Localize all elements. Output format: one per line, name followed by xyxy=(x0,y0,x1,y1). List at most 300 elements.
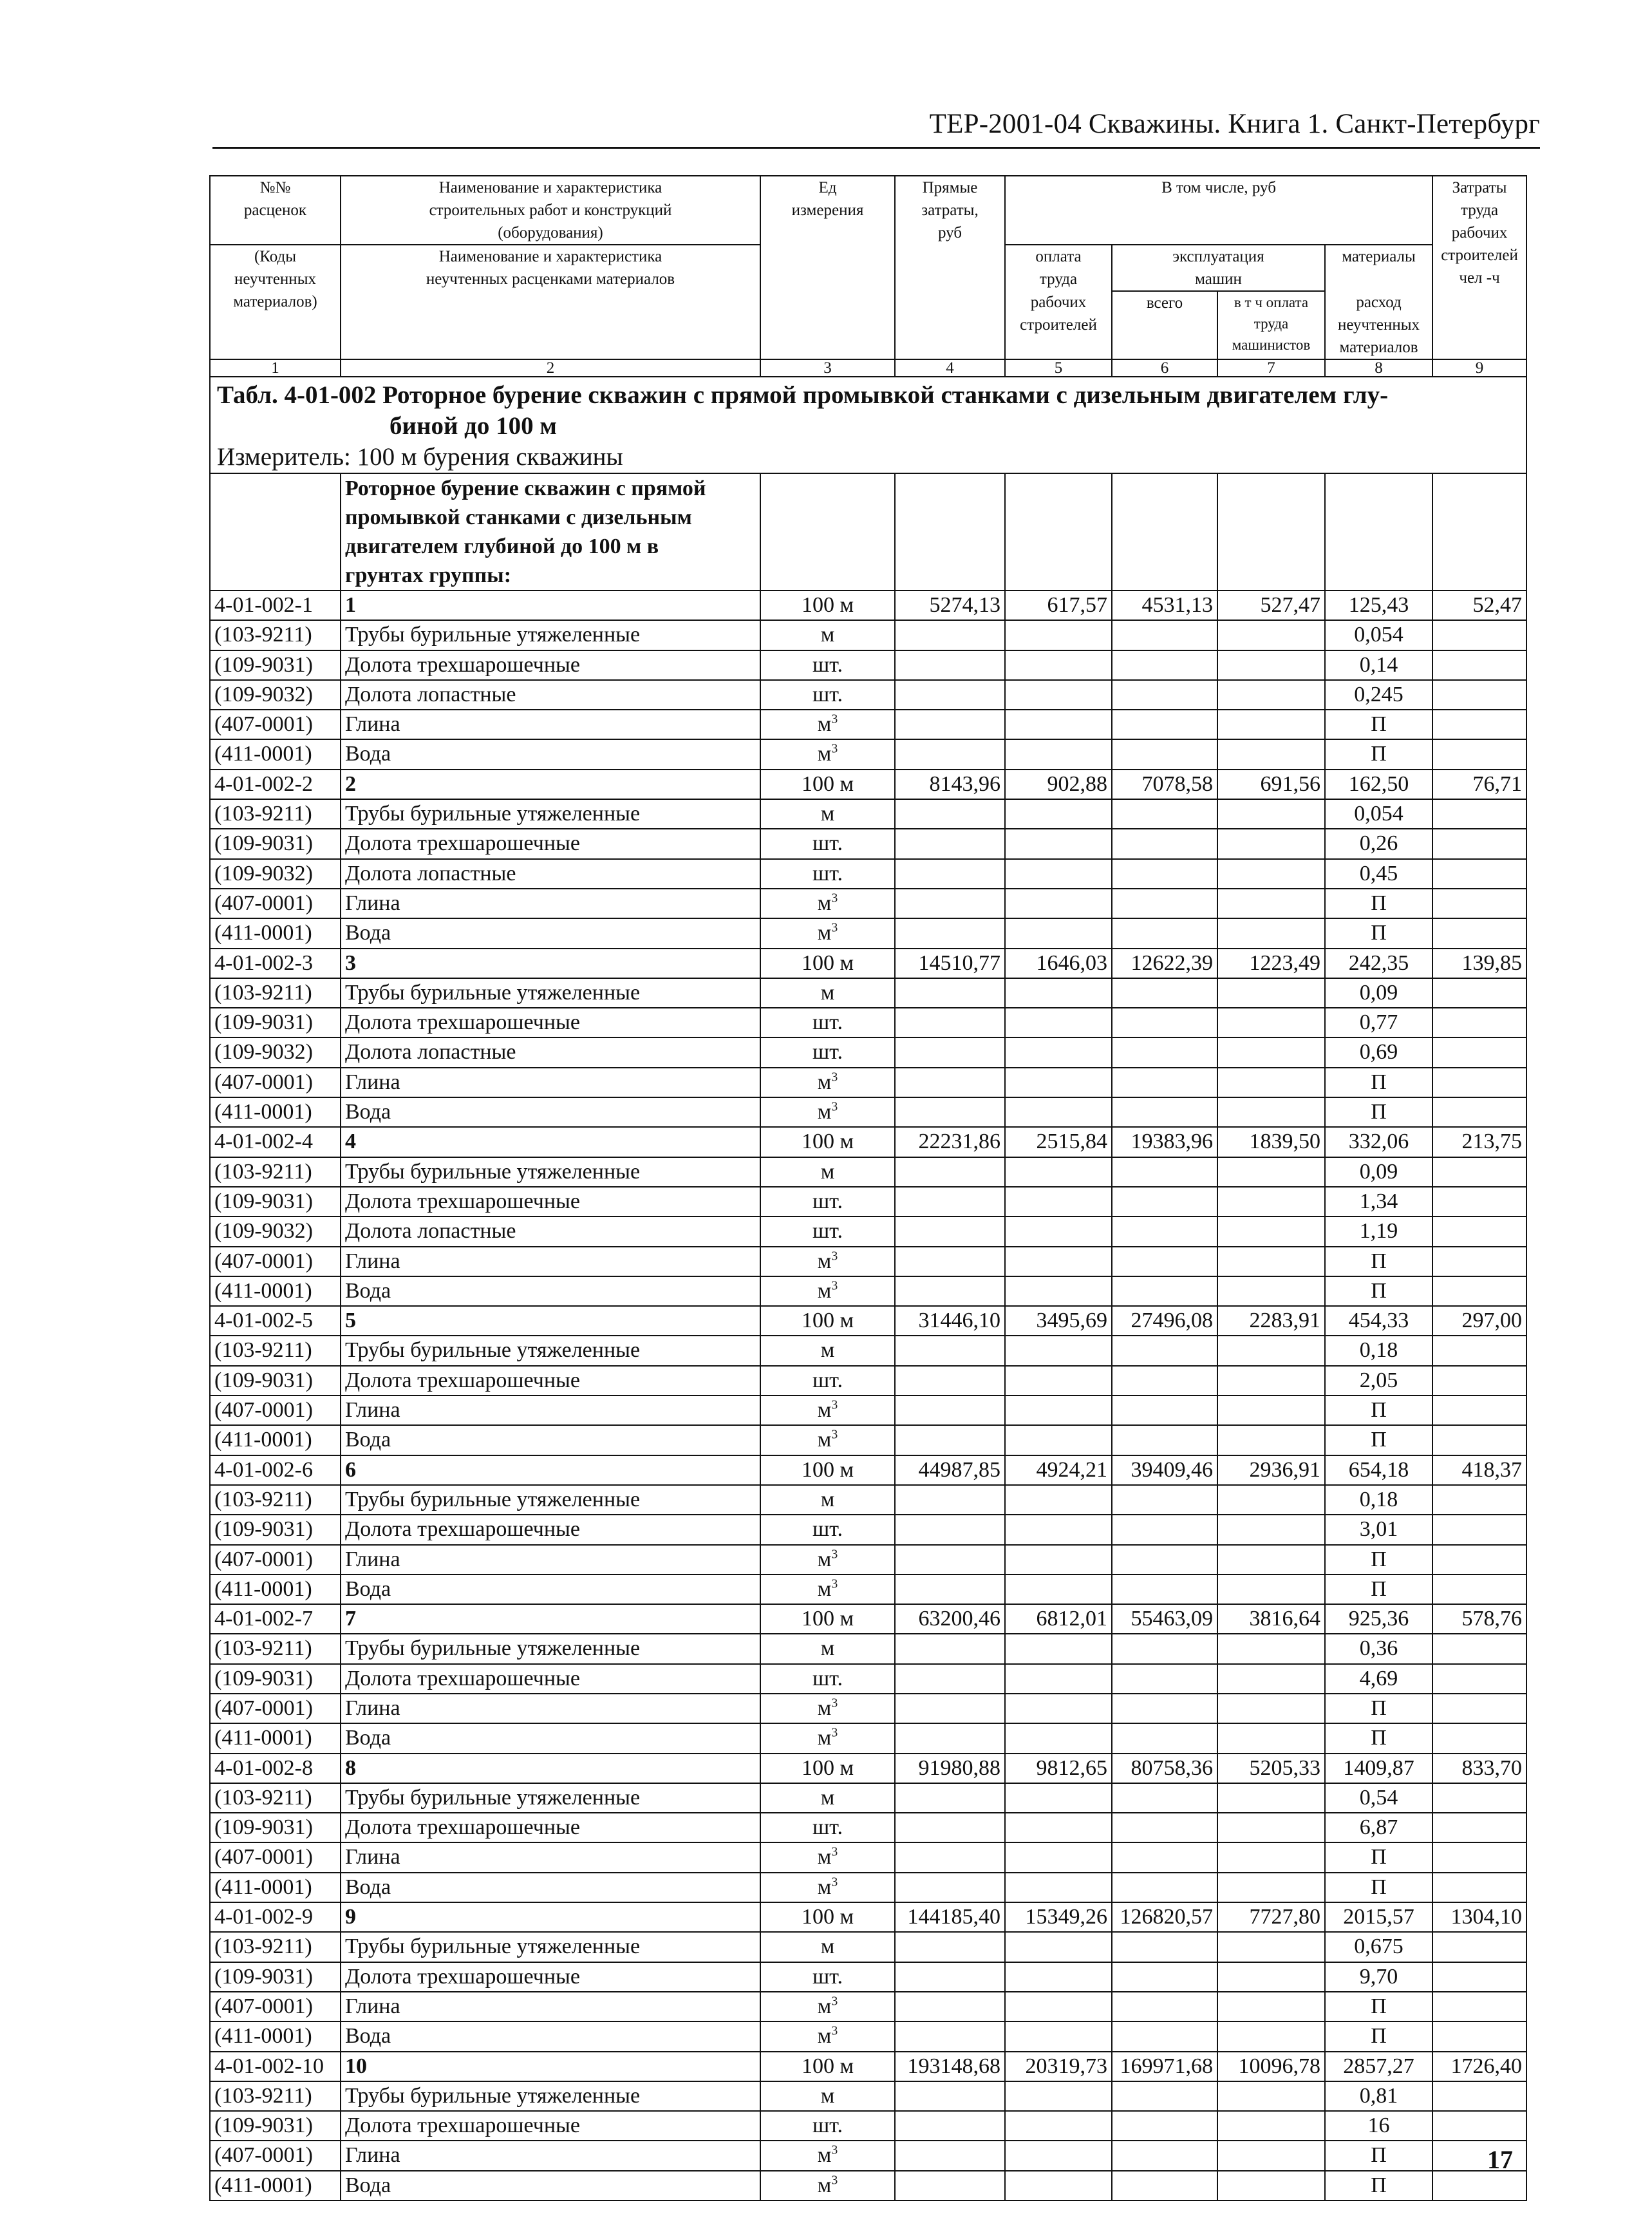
material-quantity: П xyxy=(1325,1575,1432,1604)
material-unit-cell xyxy=(760,978,895,1008)
empty-cell xyxy=(1005,918,1112,948)
material-name: Глина xyxy=(341,2141,760,2170)
empty-cell xyxy=(1432,1813,1526,1842)
empty-cell xyxy=(1112,2141,1217,2170)
material-code: (103-9211) xyxy=(210,1932,341,1962)
empty-cell xyxy=(1217,1873,1325,1902)
rate-code: 4-01-002-3 xyxy=(210,949,341,978)
labor-cost: 2515,84 xyxy=(1005,1127,1112,1157)
material-quantity: П xyxy=(1325,1276,1432,1306)
material-unit: м xyxy=(817,1547,832,1571)
empty-cell xyxy=(1112,799,1217,829)
empty-cell xyxy=(1217,2021,1325,2051)
empty-cell xyxy=(1005,1008,1112,1037)
empty-cell xyxy=(1217,1842,1325,1872)
empty-cell xyxy=(1217,1813,1325,1842)
empty-cell xyxy=(1217,680,1325,710)
direct-cost: 22231,86 xyxy=(895,1127,1005,1157)
empty-cell xyxy=(1112,473,1217,591)
material-quantity: 0,36 xyxy=(1325,1634,1432,1663)
material-unit: м xyxy=(820,1935,835,1959)
empty-cell xyxy=(1005,620,1112,650)
empty-cell xyxy=(895,1068,1005,1097)
empty-cell xyxy=(1432,978,1526,1008)
measure-unit: Измеритель: 100 м бурения скважины xyxy=(217,443,623,471)
material-name: Трубы бурильные утяжеленные xyxy=(341,1634,760,1663)
materials-cost: 2857,27 xyxy=(1325,2052,1432,2081)
material-quantity: 3,01 xyxy=(1325,1515,1432,1544)
material-row xyxy=(210,2111,1526,2141)
empty-cell xyxy=(1112,710,1217,739)
empty-cell xyxy=(1217,739,1325,769)
material-row xyxy=(210,1247,1526,1276)
material-code: (411-0001) xyxy=(210,1276,341,1306)
rate-code: 4-01-002-2 xyxy=(210,770,341,799)
machine-cost: 80758,36 xyxy=(1112,1754,1217,1783)
material-quantity: П xyxy=(1325,1068,1432,1097)
empty-cell xyxy=(1005,1545,1112,1575)
empty-cell xyxy=(1112,1723,1217,1753)
empty-cell xyxy=(1432,1336,1526,1365)
material-code: (109-9031) xyxy=(210,1187,341,1216)
col-header-machines-total: всего xyxy=(1112,291,1217,359)
labor-cost: 3495,69 xyxy=(1005,1306,1112,1336)
empty-cell xyxy=(1005,1366,1112,1396)
material-quantity: 0,675 xyxy=(1325,1932,1432,1962)
empty-cell xyxy=(1005,1694,1112,1723)
empty-cell xyxy=(895,620,1005,650)
empty-cell xyxy=(895,1515,1005,1544)
col-header-materials-sub: расход неучтенных материалов xyxy=(1325,291,1432,359)
empty-cell xyxy=(895,829,1005,858)
empty-cell xyxy=(1005,1425,1112,1455)
empty-cell xyxy=(1217,1216,1325,1246)
material-quantity: 0,69 xyxy=(1325,1037,1432,1067)
col-header-direct: Прямые затраты, руб xyxy=(895,176,1005,359)
empty-cell xyxy=(1432,918,1526,948)
col-header-material-name: Наименование и характеристика неучтенных расценками материалов xyxy=(341,245,760,359)
material-row xyxy=(210,1187,1526,1216)
material-code: (407-0001) xyxy=(210,1992,341,2021)
labor-hours: 833,70 xyxy=(1432,1754,1526,1783)
labor-cost: 902,88 xyxy=(1005,770,1112,799)
material-row xyxy=(210,978,1526,1008)
material-quantity: 0,54 xyxy=(1325,1783,1432,1813)
material-unit-cell xyxy=(760,1575,895,1604)
material-quantity: 16 xyxy=(1325,2111,1432,2141)
empty-cell xyxy=(895,1037,1005,1067)
material-unit: м xyxy=(817,1994,832,2018)
rate-group-number: 5 xyxy=(341,1306,760,1336)
empty-cell xyxy=(1432,1157,1526,1187)
col-number: 4 xyxy=(895,359,1005,377)
rate-unit: 100 м xyxy=(760,1127,895,1157)
empty-cell xyxy=(895,1992,1005,2021)
material-quantity: 1,19 xyxy=(1325,1216,1432,1246)
material-unit-cell xyxy=(760,1842,895,1872)
material-unit: шт. xyxy=(812,1964,843,1989)
empty-cell xyxy=(1112,1187,1217,1216)
material-name: Долота трехшарошечные xyxy=(341,1813,760,1842)
material-unit-cell xyxy=(760,1157,895,1187)
empty-cell xyxy=(1432,889,1526,918)
material-row xyxy=(210,2081,1526,2111)
empty-cell xyxy=(1112,1575,1217,1604)
empty-cell xyxy=(1005,1247,1112,1276)
material-unit: м xyxy=(817,1726,832,1750)
empty-cell xyxy=(1432,1485,1526,1515)
material-name: Трубы бурильные утяжеленные xyxy=(341,1783,760,1813)
material-quantity: 0,09 xyxy=(1325,1157,1432,1187)
labor-hours: 52,47 xyxy=(1432,591,1526,620)
empty-cell xyxy=(1112,1783,1217,1813)
empty-cell xyxy=(1005,710,1112,739)
empty-cell xyxy=(1217,1068,1325,1097)
material-unit-cell xyxy=(760,1545,895,1575)
labor-cost: 1646,03 xyxy=(1005,949,1112,978)
material-row xyxy=(210,1842,1526,1872)
rate-unit: 100 м xyxy=(760,949,895,978)
empty-cell xyxy=(1432,1216,1526,1246)
rate-code: 4-01-002-5 xyxy=(210,1306,341,1336)
material-name: Долота трехшарошечные xyxy=(341,1962,760,1992)
material-quantity: П xyxy=(1325,1723,1432,1753)
material-unit: м xyxy=(820,980,835,1005)
empty-cell xyxy=(1217,1515,1325,1544)
cubic-superscript: 3 xyxy=(831,712,838,726)
cubic-superscript: 3 xyxy=(831,1427,838,1442)
empty-cell xyxy=(1217,1664,1325,1694)
material-unit: м xyxy=(817,1875,832,1899)
rate-code: 4-01-002-8 xyxy=(210,1754,341,1783)
empty-cell xyxy=(1217,859,1325,889)
material-unit: м xyxy=(817,891,832,915)
material-code: (109-9032) xyxy=(210,859,341,889)
rate-code: 4-01-002-7 xyxy=(210,1604,341,1634)
cubic-superscript: 3 xyxy=(831,1725,838,1740)
rate-row xyxy=(210,1902,1526,1932)
material-row xyxy=(210,2141,1526,2170)
material-row xyxy=(210,1664,1526,1694)
material-name: Глина xyxy=(341,1396,760,1425)
rate-row xyxy=(210,770,1526,799)
material-row xyxy=(210,1545,1526,1575)
material-quantity: 6,87 xyxy=(1325,1813,1432,1842)
col-number: 6 xyxy=(1112,359,1217,377)
material-quantity: 0,18 xyxy=(1325,1485,1432,1515)
material-row xyxy=(210,650,1526,680)
machine-labor-cost: 527,47 xyxy=(1217,591,1325,620)
empty-cell xyxy=(1217,1634,1325,1663)
empty-cell xyxy=(1112,978,1217,1008)
empty-cell xyxy=(895,739,1005,769)
empty-cell xyxy=(1112,1664,1217,1694)
material-quantity: П xyxy=(1325,1396,1432,1425)
empty-cell xyxy=(1005,1992,1112,2021)
empty-cell xyxy=(1432,620,1526,650)
material-unit-cell xyxy=(760,1783,895,1813)
machine-labor-cost: 1223,49 xyxy=(1217,949,1325,978)
material-quantity: 0,054 xyxy=(1325,620,1432,650)
material-unit: шт. xyxy=(812,1219,843,1244)
labor-hours: 418,37 xyxy=(1432,1455,1526,1485)
material-row xyxy=(210,1336,1526,1365)
empty-cell xyxy=(1005,2111,1112,2141)
material-unit: м xyxy=(817,1070,832,1094)
material-unit: шт. xyxy=(812,1815,843,1840)
empty-cell xyxy=(1112,1068,1217,1097)
empty-cell xyxy=(895,799,1005,829)
labor-hours: 1304,10 xyxy=(1432,1902,1526,1932)
material-name: Долота лопастные xyxy=(341,1037,760,1067)
material-unit: шт. xyxy=(812,831,843,856)
empty-cell xyxy=(1432,1842,1526,1872)
material-code: (411-0001) xyxy=(210,1575,341,1604)
material-unit-cell xyxy=(760,1216,895,1246)
empty-cell xyxy=(1112,2111,1217,2141)
rate-group-number: 2 xyxy=(341,770,760,799)
material-code: (411-0001) xyxy=(210,2021,341,2051)
material-code: (103-9211) xyxy=(210,799,341,829)
rate-code: 4-01-002-6 xyxy=(210,1455,341,1485)
rate-group-number: 8 xyxy=(341,1754,760,1783)
empty-cell xyxy=(1217,1545,1325,1575)
material-code: (103-9211) xyxy=(210,1783,341,1813)
empty-cell xyxy=(1112,859,1217,889)
labor-cost: 4924,21 xyxy=(1005,1455,1112,1485)
material-unit-cell xyxy=(760,680,895,710)
machine-cost: 27496,08 xyxy=(1112,1306,1217,1336)
material-row xyxy=(210,1962,1526,1992)
empty-cell xyxy=(1112,2021,1217,2051)
empty-cell xyxy=(1005,2021,1112,2051)
empty-cell xyxy=(1005,1723,1112,1753)
empty-cell xyxy=(1112,1037,1217,1067)
direct-cost: 5274,13 xyxy=(895,591,1005,620)
material-code: (407-0001) xyxy=(210,1842,341,1872)
empty-cell xyxy=(1112,1842,1217,1872)
material-unit-cell xyxy=(760,1873,895,1902)
material-code: (411-0001) xyxy=(210,739,341,769)
machine-labor-cost: 10096,78 xyxy=(1217,2052,1325,2081)
empty-cell xyxy=(1005,1873,1112,1902)
col-header-code: №№ расценок xyxy=(210,176,341,245)
machine-cost: 7078,58 xyxy=(1112,770,1217,799)
material-quantity: П xyxy=(1325,1694,1432,1723)
empty-cell xyxy=(895,1813,1005,1842)
material-quantity: П xyxy=(1325,1097,1432,1127)
empty-cell xyxy=(1432,1068,1526,1097)
empty-cell xyxy=(1005,1396,1112,1425)
empty-cell xyxy=(895,2081,1005,2111)
material-row xyxy=(210,1366,1526,1396)
material-unit-cell xyxy=(760,1962,895,1992)
empty-cell xyxy=(1005,829,1112,858)
empty-cell xyxy=(1217,1097,1325,1127)
table-title-cell xyxy=(210,377,1526,473)
rate-group-number: 6 xyxy=(341,1455,760,1485)
empty-cell xyxy=(1217,620,1325,650)
material-unit-cell xyxy=(760,1723,895,1753)
empty-cell xyxy=(1005,799,1112,829)
material-code: (103-9211) xyxy=(210,1336,341,1365)
empty-cell xyxy=(895,1723,1005,1753)
empty-cell xyxy=(895,1097,1005,1127)
empty-cell xyxy=(1432,1097,1526,1127)
empty-cell xyxy=(1112,680,1217,710)
machine-cost: 55463,09 xyxy=(1112,1604,1217,1634)
material-quantity: 0,26 xyxy=(1325,829,1432,858)
material-unit-cell xyxy=(760,1694,895,1723)
rate-unit: 100 м xyxy=(760,770,895,799)
material-unit-cell xyxy=(760,889,895,918)
empty-cell xyxy=(1217,1575,1325,1604)
empty-cell xyxy=(1217,1932,1325,1962)
empty-cell xyxy=(1112,1962,1217,1992)
material-code: (411-0001) xyxy=(210,1723,341,1753)
material-code: (109-9032) xyxy=(210,680,341,710)
material-code: (407-0001) xyxy=(210,710,341,739)
empty-cell xyxy=(895,1008,1005,1037)
material-unit: шт. xyxy=(812,682,843,706)
col-number: 7 xyxy=(1217,359,1325,377)
material-row xyxy=(210,1425,1526,1455)
rate-group-number: 3 xyxy=(341,949,760,978)
empty-cell xyxy=(895,1842,1005,1872)
materials-cost: 1409,87 xyxy=(1325,1754,1432,1783)
empty-cell xyxy=(1112,1873,1217,1902)
empty-cell xyxy=(1112,1694,1217,1723)
empty-cell xyxy=(1432,1723,1526,1753)
material-code: (407-0001) xyxy=(210,1247,341,1276)
empty-cell xyxy=(1432,859,1526,889)
empty-cell xyxy=(1432,1425,1526,1455)
material-name: Долота трехшарошечные xyxy=(341,1515,760,1544)
rate-row xyxy=(210,2052,1526,2081)
cubic-superscript: 3 xyxy=(831,1070,838,1084)
cubic-superscript: 3 xyxy=(831,2143,838,2158)
material-quantity: П xyxy=(1325,2171,1432,2200)
materials-cost: 125,43 xyxy=(1325,591,1432,620)
empty-cell xyxy=(1432,650,1526,680)
material-unit-cell xyxy=(760,1037,895,1067)
material-unit: м xyxy=(817,1249,832,1273)
empty-cell xyxy=(1005,1575,1112,1604)
material-unit: м xyxy=(817,2143,832,2168)
empty-cell xyxy=(1217,829,1325,858)
material-unit-cell xyxy=(760,1396,895,1425)
material-code: (109-9031) xyxy=(210,1515,341,1544)
empty-cell xyxy=(1432,2111,1526,2141)
material-code: (407-0001) xyxy=(210,1068,341,1097)
material-row xyxy=(210,918,1526,948)
material-quantity: 0,054 xyxy=(1325,799,1432,829)
material-code: (407-0001) xyxy=(210,2141,341,2170)
empty-cell xyxy=(1432,2171,1526,2200)
empty-cell xyxy=(895,1396,1005,1425)
materials-cost: 162,50 xyxy=(1325,770,1432,799)
material-unit-cell xyxy=(760,1515,895,1544)
material-unit: м xyxy=(817,2024,832,2048)
material-name: Трубы бурильные утяжеленные xyxy=(341,2081,760,2111)
material-unit-cell xyxy=(760,1813,895,1842)
rate-unit: 100 м xyxy=(760,1306,895,1336)
labor-cost: 9812,65 xyxy=(1005,1754,1112,1783)
labor-hours: 1726,40 xyxy=(1432,2052,1526,2081)
material-unit: м xyxy=(817,1278,832,1303)
material-unit-cell xyxy=(760,620,895,650)
material-unit-cell xyxy=(760,1634,895,1663)
empty-cell xyxy=(1432,1664,1526,1694)
material-unit-cell xyxy=(760,1247,895,1276)
material-unit-cell xyxy=(760,859,895,889)
cubic-superscript: 3 xyxy=(831,1099,838,1114)
material-code: (103-9211) xyxy=(210,1634,341,1663)
empty-cell xyxy=(1005,859,1112,889)
material-name: Вода xyxy=(341,2021,760,2051)
empty-cell xyxy=(1112,1515,1217,1544)
material-code: (103-9211) xyxy=(210,978,341,1008)
rate-group-number: 9 xyxy=(341,1902,760,1932)
empty-cell xyxy=(1005,1276,1112,1306)
table-title: Табл. 4-01-002 Роторное бурение скважин с прямой промывкой станками с дизельным двигателем глу- xyxy=(217,381,1389,409)
col-number: 1 xyxy=(210,359,341,377)
material-code: (109-9031) xyxy=(210,1813,341,1842)
empty-cell xyxy=(1432,1396,1526,1425)
empty-cell xyxy=(1112,1247,1217,1276)
col-number: 3 xyxy=(760,359,895,377)
empty-cell xyxy=(1432,1366,1526,1396)
material-name: Долота трехшарошечные xyxy=(341,2111,760,2141)
material-row xyxy=(210,1068,1526,1097)
empty-cell xyxy=(1112,1157,1217,1187)
rate-code: 4-01-002-1 xyxy=(210,591,341,620)
col-number: 8 xyxy=(1325,359,1432,377)
machine-labor-cost: 2936,91 xyxy=(1217,1455,1325,1485)
empty-cell xyxy=(1112,1008,1217,1037)
material-unit-cell xyxy=(760,1008,895,1037)
machine-cost: 39409,46 xyxy=(1112,1455,1217,1485)
empty-cell xyxy=(895,1694,1005,1723)
empty-cell xyxy=(895,918,1005,948)
cubic-superscript: 3 xyxy=(831,1696,838,1710)
materials-cost: 242,35 xyxy=(1325,949,1432,978)
empty-cell xyxy=(1005,2141,1112,2170)
empty-cell xyxy=(1217,2141,1325,2170)
materials-cost: 332,06 xyxy=(1325,1127,1432,1157)
material-name: Долота трехшарошечные xyxy=(341,650,760,680)
material-code: (411-0001) xyxy=(210,2171,341,2200)
material-unit-cell xyxy=(760,1097,895,1127)
cubic-superscript: 3 xyxy=(831,742,838,757)
cubic-superscript: 3 xyxy=(831,2173,838,2188)
material-name: Глина xyxy=(341,1247,760,1276)
empty-cell xyxy=(1432,829,1526,858)
empty-cell xyxy=(1005,978,1112,1008)
material-name: Глина xyxy=(341,710,760,739)
material-unit: шт. xyxy=(812,1666,843,1690)
col-number: 9 xyxy=(1432,359,1526,377)
material-code: (109-9031) xyxy=(210,1008,341,1037)
rate-unit: 100 м xyxy=(760,1902,895,1932)
material-unit: шт. xyxy=(812,1040,843,1064)
material-row xyxy=(210,2171,1526,2200)
material-unit: м xyxy=(817,1576,832,1601)
material-name: Долота лопастные xyxy=(341,859,760,889)
material-unit-cell xyxy=(760,918,895,948)
cubic-superscript: 3 xyxy=(831,891,838,905)
rate-row xyxy=(210,949,1526,978)
